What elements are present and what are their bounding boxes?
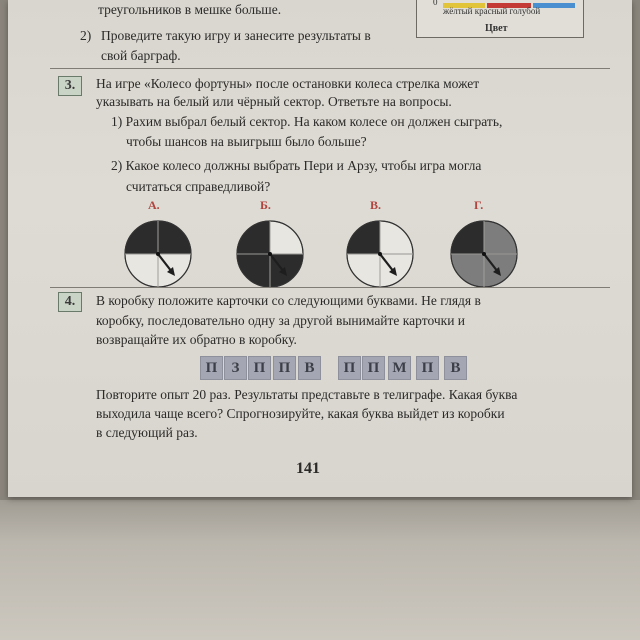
task4-line1: В коробку положите карточки со следующими буквами. Не глядя в (96, 293, 481, 308)
task4-after-line2: выходила чаще всего? Спрогнозируйте, какая буква выйдет из коробки (96, 406, 505, 421)
prev-item2-line2: свой барграф. (101, 48, 181, 63)
legend-title: Цвет (485, 23, 508, 34)
task3-question1-line1: 1) Рахим выбрал белый сектор. На каком колесе он должен сыграть, (111, 114, 503, 129)
wheel-g (451, 221, 517, 287)
letter-card: М (388, 356, 411, 380)
task4-line2: коробку, последовательно одну за другой вынимайте карточки и (96, 313, 466, 328)
letter-card: П (416, 356, 439, 380)
letter-card: П (273, 356, 296, 380)
letter-card: В (444, 356, 467, 380)
letter-card: З (224, 356, 247, 380)
task4-after-line3: в следующий раз. (96, 425, 198, 440)
task4-after-line1: Повторите опыт 20 раз. Результаты представьте в телиграфе. Какая буква (96, 387, 518, 402)
task3-question2-line2: считаться справедливой? (126, 179, 271, 194)
prev-item2-number: 2) (80, 28, 92, 43)
letter-card: П (248, 356, 271, 380)
wheel-hub (268, 252, 272, 256)
wheel-hub (156, 252, 160, 256)
task3-line1: На игре «Колесо фортуны» после остановки колеса стрелка может (96, 76, 480, 91)
task4-line3: возвращайте их обратно в коробку. (96, 332, 297, 347)
table-surface (0, 500, 640, 640)
section-divider (50, 287, 610, 288)
letter-card: П (362, 356, 385, 380)
page-number: 141 (296, 460, 320, 477)
task3-line2: указывать на белый или чёрный сектор. Ответьте на вопросы. (96, 94, 452, 109)
wheel-v (347, 221, 413, 287)
wheel-label-b: Б. (260, 198, 271, 212)
letter-card: П (338, 356, 361, 380)
prev-item2-line1: Проведите такую игру и занесите результаты в (101, 28, 371, 43)
task3-question1-line2: чтобы шансов на выигрыш было больше? (126, 134, 367, 149)
legend-zero: 0 (433, 0, 438, 7)
prev-text-line: треугольников в мешке больше. (98, 2, 282, 17)
section-divider (50, 68, 610, 69)
task3-question2-line1: 2) Какое колесо должны выбрать Пери и Арзу, чтобы игра могла (111, 158, 482, 173)
letter-card: П (200, 356, 223, 380)
wheel-label-v: В. (370, 198, 382, 212)
wheel-label-a: А. (148, 198, 160, 212)
letter-card: В (298, 356, 321, 380)
wheel-hub (482, 252, 486, 256)
wheel-b (237, 221, 303, 287)
task-number-box: 4. (58, 292, 82, 312)
wheel-label-g: Г. (474, 198, 484, 212)
bar-graph-legend (416, 0, 584, 38)
wheel-a (125, 221, 191, 287)
legend-labels: жёлтый красный голубой (443, 6, 541, 16)
textbook-page (8, 0, 632, 497)
wheel-hub (378, 252, 382, 256)
task-number-box: 3. (58, 76, 82, 96)
